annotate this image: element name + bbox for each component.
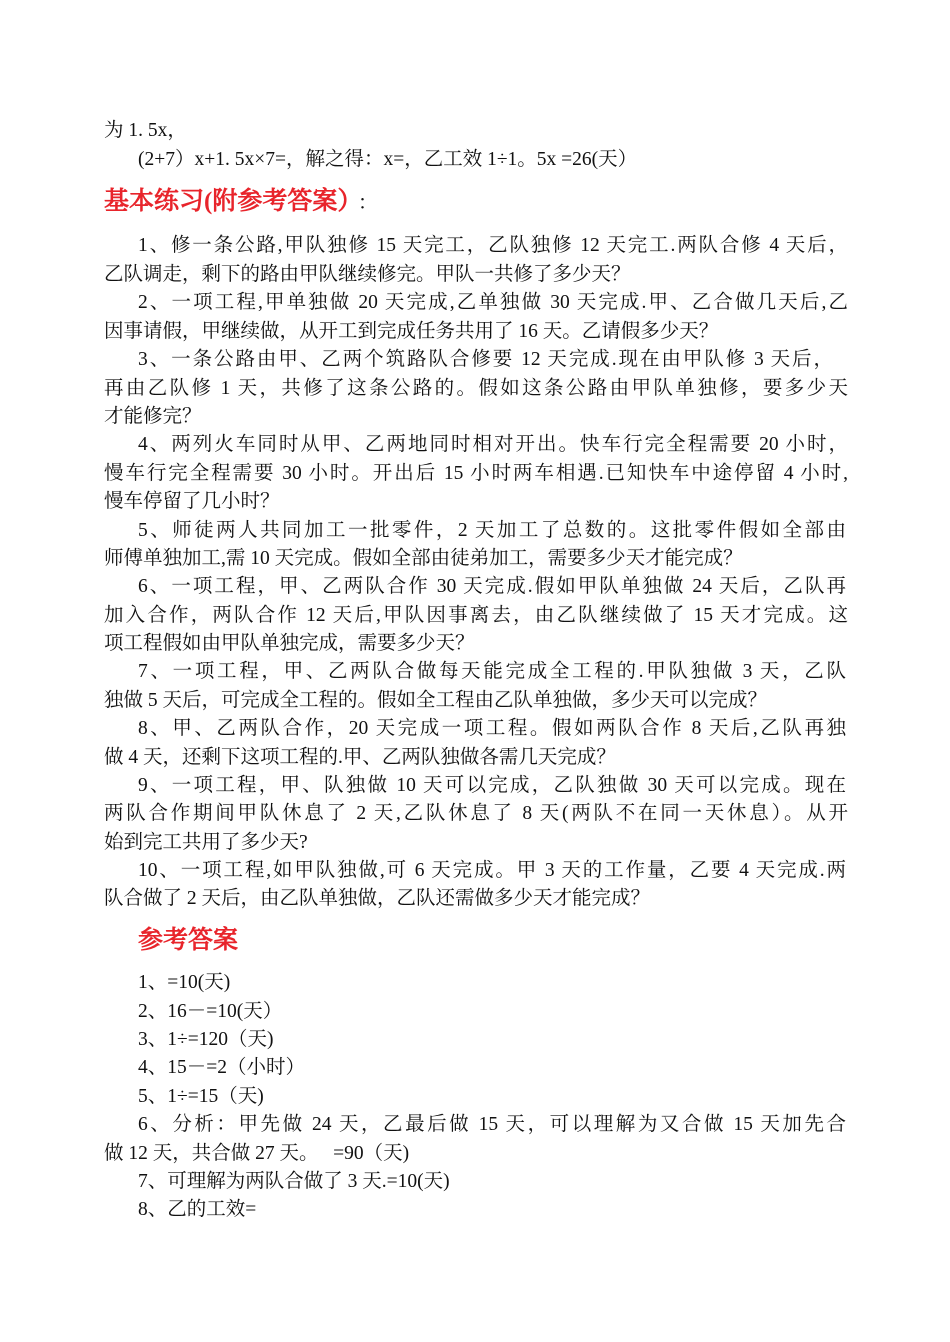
problem-9-line-1: 9、一项工程，甲、队独做 10 天可以完成，乙队独做 30 天可以完成。现在 [138, 775, 846, 796]
answer-4: 4、15－=2（小时） [138, 1057, 305, 1078]
problem-9-line-3: 始到完工共用了多少天? [104, 832, 308, 853]
problem-7-line-1: 7、一项工程，甲、乙两队合做每天能完成全工程的.甲队独做 3 天，乙队 [138, 661, 846, 682]
problem-8-line-1: 8、甲、乙两队合作，20 天完成一项工程。假如两队合作 8 天后,乙队再独 [138, 718, 846, 739]
problem-2-line-2: 因事请假，甲继续做，从开工到完成任务共用了 16 天。乙请假多少天？ [104, 321, 719, 342]
problem-4-line-2: 慢车行完全程需要 30 小时。开出后 15 小时两车相遇.已知快车中途停留 4 小时, [104, 463, 848, 484]
answer-6-line-1: 6、分析：甲先做 24 天，乙最后做 15 天，可以理解为又合做 15 天加先合 [138, 1114, 846, 1135]
problem-3-line-1: 3、一条公路由甲、乙两个筑路队合修要 12 天完成.现在由甲队修 3 天后， [138, 349, 833, 370]
answer-8: 8、乙的工效= [138, 1199, 257, 1220]
answer-3: 3、1÷=120（天) [138, 1029, 274, 1050]
answer-1: 1、=10(天) [138, 972, 231, 993]
problem-3-line-2: 再由乙队修 1 天，共修了这条公路的。假如这条公路由甲队单独修，要多少天 [104, 378, 848, 399]
problem-4-line-1: 4、两列火车同时从甲、乙两地同时相对开出。快车行完全程需要 20 小时， [138, 434, 848, 455]
problem-2-line-1: 2、一项工程,甲单独做 20 天完成,乙单独做 30 天完成.甲、乙合做几天后,乙 [138, 292, 848, 313]
problem-5-line-2: 师傅单独加工,需 10 天完成。假如全部由徒弟加工，需要多少天才能完成？ [104, 548, 743, 569]
answers-title: 参考答案 [138, 927, 239, 954]
problem-1-line-2: 乙队调走，剩下的路由甲队继续修完。甲队一共修了多少天？ [104, 264, 631, 285]
problem-1-line-1: 1、修一条公路,甲队独修 15 天完工，乙队独修 12 天完工.两队合修 4 天后， [138, 235, 848, 256]
intro-line-2: (2+7）x+1. 5x×7=，解之得：x=，乙工效 1÷1。5x =26(天） [138, 149, 638, 170]
section-title-colon: ： [357, 192, 378, 214]
problem-4-line-3: 慢车停留了几小时？ [104, 491, 280, 512]
answer-2: 2、16－=10(天） [138, 1001, 283, 1022]
problem-3-line-3: 才能修完？ [104, 406, 202, 427]
intro-line-1: 为 1. 5x， [104, 120, 187, 141]
answer-6-line-2: 做 12 天，共合做 27 天。 =90（天) [104, 1143, 410, 1164]
problem-7-line-2: 独做 5 天后，可完成全工程的。假如全工程由乙队单独做，多少天可以完成？ [104, 690, 768, 711]
problem-8-line-2: 做 4 天，还剩下这项工程的.甲、乙两队独做各需几天完成？ [104, 747, 616, 768]
section-title [104, 184, 378, 221]
section-title-text: 基本练习(附参考答案） [104, 188, 350, 215]
answer-7: 7、可理解为两队合做了 3 天.=10(天) [138, 1171, 450, 1192]
problem-6-line-2: 加入合作，两队合作 12 天后,甲队因事离去，由乙队继续做了 15 天才完成。这 [104, 605, 848, 626]
problem-10-line-1: 10、一项工程,如甲队独做,可 6 天完成。甲 3 天的工作量，乙要 4 天完成.两 [138, 860, 846, 881]
problem-5-line-1: 5、师徒两人共同加工一批零件，2 天加工了总数的。这批零件假如全部由 [138, 520, 846, 541]
problem-6-line-3: 项工程假如由甲队单独完成，需要多少天？ [104, 633, 475, 654]
problem-10-line-2: 队合做了 2 天后，由乙队单独做，乙队还需做多少天才能完成？ [104, 888, 651, 909]
problem-6-line-1: 6、一项工程，甲、乙两队合作 30 天完成.假如甲队单独做 24 天后，乙队再 [138, 576, 846, 597]
problem-9-line-2: 两队合作期间甲队休息了 2 天,乙队休息了 8 天(两队不在同一天休息）。从开 [104, 803, 848, 824]
answer-5: 5、1÷=15（天) [138, 1086, 264, 1107]
